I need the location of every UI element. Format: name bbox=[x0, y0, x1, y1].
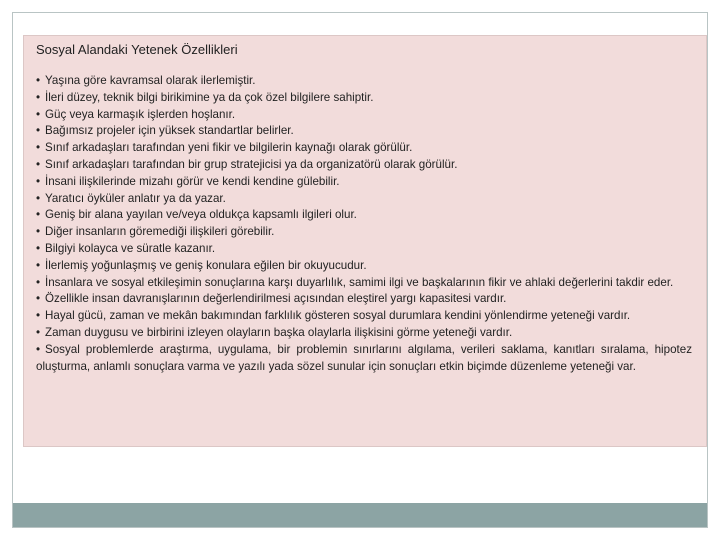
list-item bbox=[36, 308, 692, 325]
list-item bbox=[36, 123, 692, 140]
list-item bbox=[36, 291, 692, 308]
list-item-text: İnsanlara ve sosyal etkileşimin sonuçlarına karşı duyarlılık, samimi ilgi ve başkalarının fikir ve ahlaki değerlerini takdir eder. bbox=[45, 275, 674, 289]
content-box bbox=[23, 35, 707, 447]
list-item bbox=[36, 207, 692, 224]
list-item bbox=[36, 275, 692, 292]
list-item-text: Bilgiyi kolayca ve süratle kazanır. bbox=[45, 241, 216, 255]
list-item-text: Sınıf arkadaşları tarafından yeni fikir ve bilgilerin kaynağı olarak görülür. bbox=[45, 141, 413, 155]
bullet-icon: • bbox=[36, 157, 41, 171]
list-item-text: Yaratıcı öyküler anlatır ya da yazar. bbox=[45, 191, 226, 205]
list-item-text: İlerlemiş yoğunlaşmış ve geniş konulara eğilen bir okuyucudur. bbox=[45, 258, 367, 272]
list-item bbox=[36, 140, 692, 157]
list-item bbox=[36, 342, 692, 376]
list-item bbox=[36, 191, 692, 208]
bullet-icon: • bbox=[36, 325, 41, 339]
list-item bbox=[36, 174, 692, 191]
bullet-icon: • bbox=[36, 258, 41, 272]
list-item-text: Bağımsız projeler için yüksek standartlar belirler. bbox=[45, 124, 294, 138]
bullet-icon: • bbox=[36, 141, 41, 155]
bullet-icon: • bbox=[36, 241, 41, 255]
list-item bbox=[36, 258, 692, 275]
list-item-text: İnsani ilişkilerinde mizahı görür ve kendi kendine gülebilir. bbox=[45, 174, 340, 188]
footer-bar bbox=[13, 503, 707, 527]
bullet-icon: • bbox=[36, 309, 41, 323]
list-item-text: Hayal gücü, zaman ve mekân bakımından farklılık gösteren sosyal durumlara kendini yönlendirme yeteneği vardır. bbox=[45, 309, 631, 323]
bullet-icon: • bbox=[36, 90, 41, 104]
list-item bbox=[36, 241, 692, 258]
list-item bbox=[36, 107, 692, 124]
bullet-icon: • bbox=[36, 174, 41, 188]
list-item-text: Diğer insanların göremediği ilişkileri görebilir. bbox=[45, 225, 275, 239]
characteristics-list bbox=[36, 73, 692, 375]
list-item-text: İleri düzey, teknik bilgi birikimine ya da çok özel bilgilere sahiptir. bbox=[45, 90, 374, 104]
list-item-text: Sosyal problemlerde araştırma, uygulama, bir problemin sınırlarını algılama, verileri saklama, kanıtları sıralama, hipotez oluşturma, anlamlı sonuçlara varma ve yazılı yada sözel sunular için sonuçları etkin biçimde düzenleme yeteneği var. bbox=[36, 342, 692, 373]
bullet-icon: • bbox=[36, 191, 41, 205]
bullet-icon: • bbox=[36, 74, 41, 87]
list-item-text: Geniş bir alana yayılan ve/veya oldukça kapsamlı ilgileri olur. bbox=[45, 208, 357, 222]
list-item bbox=[36, 73, 692, 90]
list-item-text: Zaman duygusu ve birbirini izleyen olayların başka olaylarla ilişkisini görme yeteneği vardır. bbox=[45, 325, 513, 339]
bullet-icon: • bbox=[36, 208, 41, 222]
bullet-icon: • bbox=[36, 124, 41, 138]
list-item-text: Güç veya karmaşık işlerden hoşlanır. bbox=[45, 107, 236, 121]
bullet-icon: • bbox=[36, 107, 41, 121]
list-item bbox=[36, 90, 692, 107]
list-item bbox=[36, 157, 692, 174]
list-item bbox=[36, 325, 692, 342]
bullet-icon: • bbox=[36, 225, 41, 239]
bullet-icon: • bbox=[36, 342, 41, 356]
list-item-text: Yaşına göre kavramsal olarak ilerlemiştir. bbox=[45, 74, 256, 87]
slide bbox=[12, 12, 708, 528]
bullet-icon: • bbox=[36, 275, 41, 289]
slide-title: Sosyal Alandaki Yetenek Özellikleri bbox=[36, 42, 238, 57]
list-item bbox=[36, 224, 692, 241]
list-item-text: Sınıf arkadaşları tarafından bir grup stratejicisi ya da organizatörü olarak görülür. bbox=[45, 157, 458, 171]
bullet-icon: • bbox=[36, 292, 41, 306]
list-item-text: Özellikle insan davranışlarının değerlendirilmesi açısından eleştirel yargı kapasitesi vardır. bbox=[45, 292, 507, 306]
